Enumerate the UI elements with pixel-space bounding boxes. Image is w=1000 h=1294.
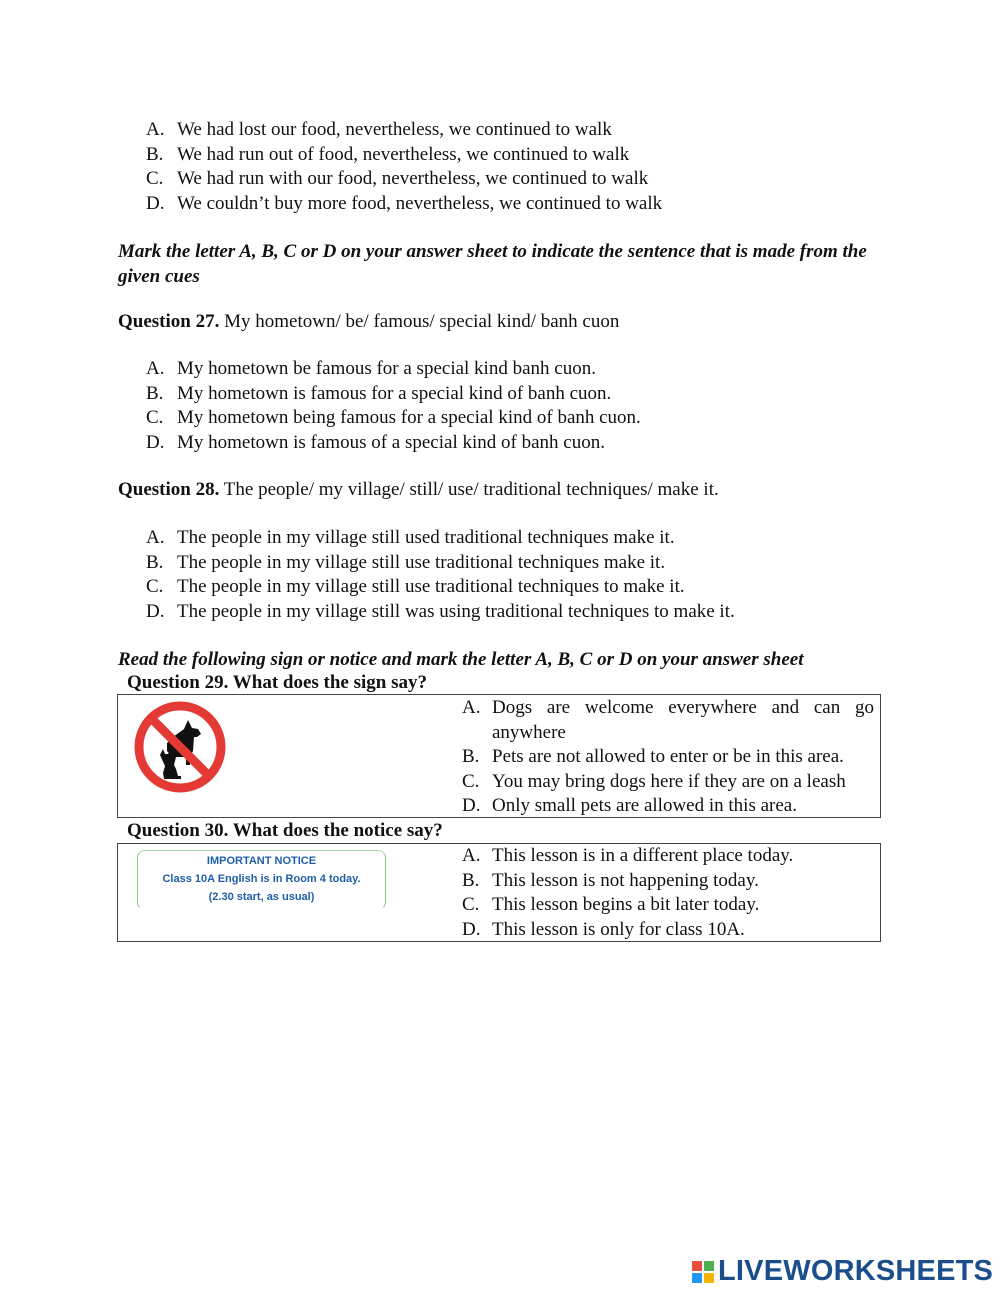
q28-label: Question 28. — [118, 479, 220, 500]
notice-line-1: Class 10A English is in Room 4 today. — [162, 873, 361, 885]
logo-text: LIVEWORKSHEETS — [718, 1255, 994, 1287]
q30-option-a[interactable]: A. This lesson is in a different place today. — [462, 845, 794, 866]
q27-option-b[interactable]: B. My hometown is famous for a special kind of banh cuon. — [146, 382, 612, 404]
q30-option-d[interactable]: D. This lesson is only for class 10A. — [462, 918, 745, 940]
q29-option-d[interactable]: D. Only small pets are allowed in this area. — [462, 795, 797, 816]
q26-option-d[interactable]: D. We couldn’t buy more food, nevertheless, we continued to walk — [146, 192, 663, 214]
instruction-cues: Mark the letter A, B, C or D on your answer sheet to indicate the sentence that is made from the given cues — [118, 241, 867, 287]
q29-heading: Question 29. What does the sign say? — [127, 672, 428, 693]
q27-option-c[interactable]: C. My hometown being famous for a special kind of banh cuon. — [146, 407, 641, 428]
q26-option-a[interactable]: A. We had lost our food, nevertheless, we continued to walk — [146, 119, 612, 140]
q27-option-a[interactable]: A. My hometown be famous for a special kind banh cuon. — [146, 358, 596, 379]
q27-option-d[interactable]: D. My hometown is famous of a special kind of banh cuon. — [146, 431, 605, 453]
q29-option-a[interactable]: A. Dogs are welcome everywhere and can go anywhere — [462, 697, 874, 743]
logo-blocks-icon — [692, 1261, 714, 1283]
q28-option-a[interactable]: A. The people in my village still used traditional techniques make it. — [146, 527, 675, 548]
q29-option-b[interactable]: B. Pets are not allowed to enter or be in this area. — [462, 746, 844, 767]
notice-line-2: (2.30 start, as usual) — [208, 891, 315, 903]
q28-prompt: The people/ my village/ still/ use/ traditional techniques/ make it. — [223, 479, 719, 500]
no-pets-sign-icon — [132, 699, 228, 795]
q26-option-c[interactable]: C. We had run with our food, nevertheless, we continued to walk — [146, 168, 649, 189]
q30-option-c[interactable]: C. This lesson begins a bit later today. — [462, 894, 760, 915]
instruction-sign: Read the following sign or notice and mark the letter A, B, C or D on your answer sheet — [118, 649, 804, 670]
q30-heading: Question 30. What does the notice say? — [127, 820, 443, 841]
q27-options — [146, 357, 641, 455]
q28-option-b[interactable]: B. The people in my village still use traditional techniques make it. — [146, 551, 666, 573]
q29-options — [462, 696, 874, 819]
q26-option-b[interactable]: B. We had run out of food, nevertheless, we continued to walk — [146, 143, 630, 165]
q27-prompt: My hometown/ be/ famous/ special kind/ banh cuon — [224, 311, 620, 332]
q28-options — [146, 526, 735, 624]
q30-option-b[interactable]: B. This lesson is not happening today. — [462, 869, 759, 891]
q28-option-d[interactable]: D. The people in my village still was using traditional techniques to make it. — [146, 600, 735, 622]
q28-question — [118, 478, 719, 502]
notice-title: IMPORTANT NOTICE — [206, 855, 317, 867]
q29-option-c[interactable]: C. You may bring dogs here if they are on a leash — [462, 770, 846, 792]
q28-option-c[interactable]: C. The people in my village still use traditional techniques to make it. — [146, 576, 685, 597]
q30-options — [462, 844, 874, 942]
liveworksheets-logo[interactable] — [692, 1255, 993, 1288]
important-notice-image — [137, 850, 386, 910]
q30-box — [117, 843, 881, 942]
q26-options — [146, 118, 662, 216]
q27-question — [118, 310, 619, 334]
q27-label: Question 27. — [118, 311, 220, 332]
q29-box — [117, 694, 881, 818]
